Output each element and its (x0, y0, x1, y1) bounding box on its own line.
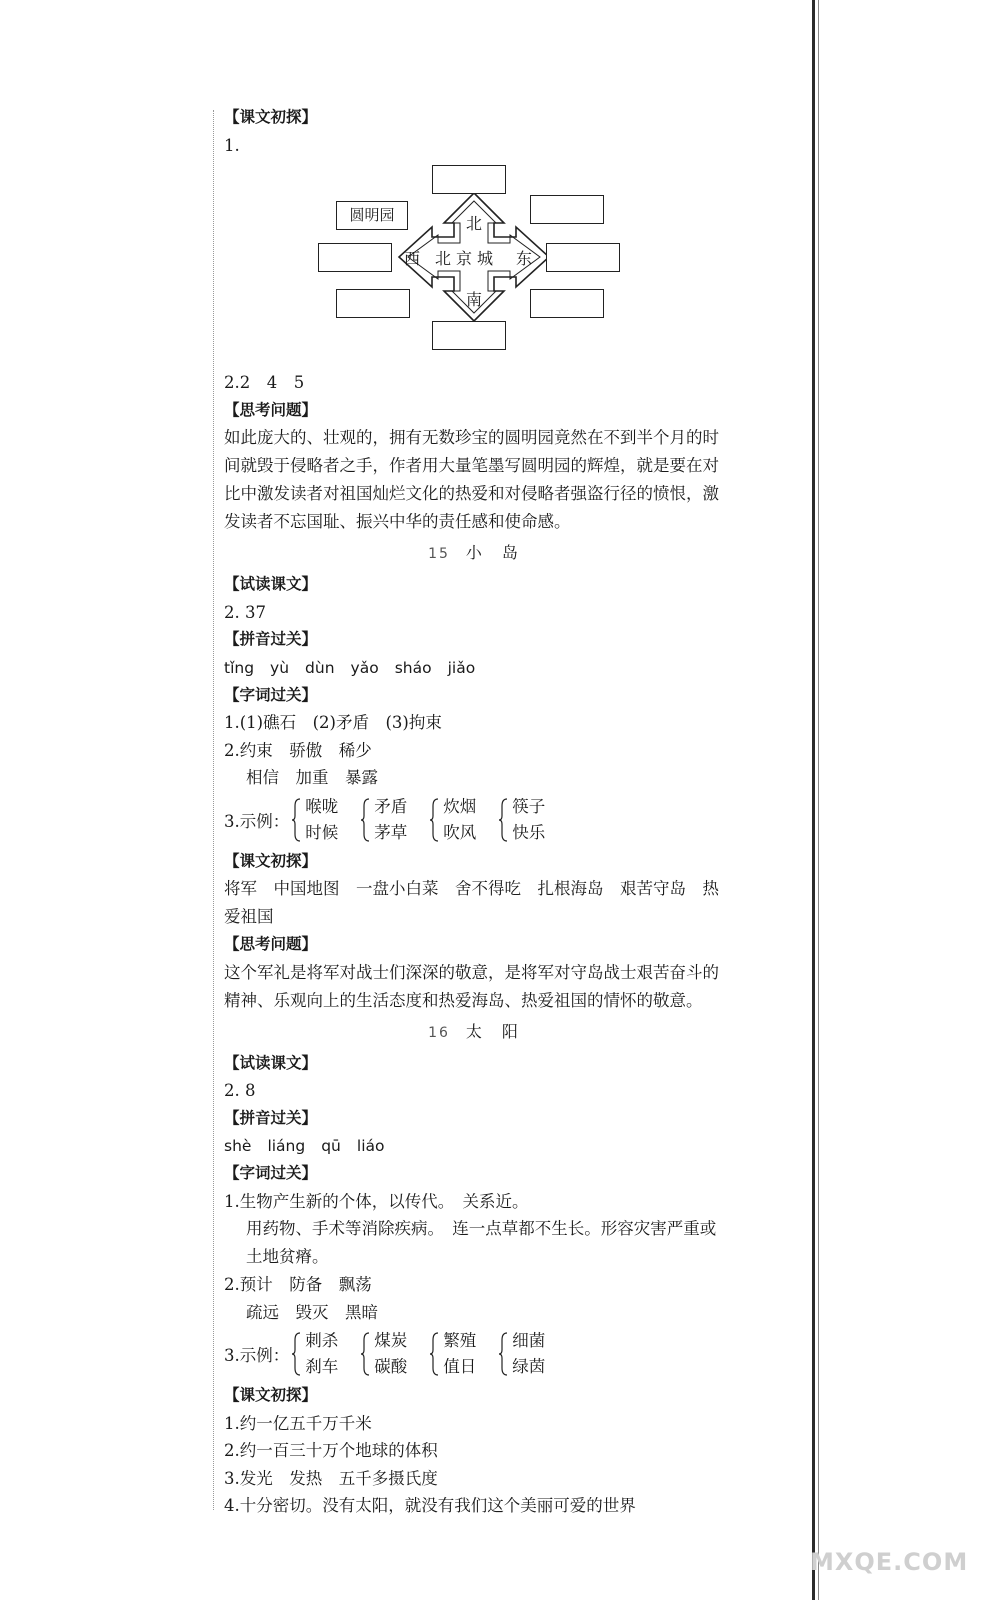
word: 喉咙 (305, 796, 339, 816)
word: 值日 (443, 1357, 477, 1376)
word: 刹车 (305, 1357, 339, 1376)
direction-north: 北 (466, 214, 483, 233)
blank-box-left (318, 243, 392, 272)
zici-item-2b: 相信 加重 暴露 (246, 768, 378, 787)
word: 绿茵 (512, 1357, 546, 1376)
zici-item-2a: 2.预计 防备 飘荡 (224, 1275, 372, 1294)
kewen-answer: 将军 中国地图 一盘小白菜 舍不得吃 扎根海岛 艰苦守岛 热爱祖国 (224, 879, 719, 926)
lesson-name: 太 阳 (465, 1021, 520, 1041)
answer-content (224, 104, 744, 1520)
heading-kewen-chutan: 【课文初探】 (224, 851, 318, 870)
heading-kewen-chutan: 【课文初探】 (224, 1386, 318, 1404)
word-pair (305, 794, 338, 846)
example-lead: 3.示例： (224, 1346, 290, 1365)
lesson-16-title (224, 1015, 724, 1050)
pinyin-item: dùn (305, 658, 335, 677)
zici-item-1: 1.(1)礁石 (2)矛盾 (3)拘束 (224, 713, 442, 732)
brace-icon (360, 1332, 370, 1376)
item-2: 2.2 4 5 (224, 373, 305, 392)
word-pair (443, 794, 476, 846)
item-1: 1. (224, 135, 240, 155)
map-diagram (224, 165, 724, 365)
word: 炊烟 (443, 796, 477, 816)
pinyin-item: tǐng (224, 658, 255, 677)
word-pair (512, 1328, 545, 1380)
zici-item-2a: 2.约束 骄傲 稀少 (224, 740, 372, 760)
blank-box-bottom-left (336, 289, 410, 318)
pinyin-item: jiǎo (447, 658, 476, 677)
blank-box-bottom-right (530, 289, 604, 318)
page-edge-line (812, 0, 815, 1600)
pinyin-answers (224, 1132, 744, 1160)
heading-zici: 【字词过关】 (224, 685, 318, 704)
heading-pinyin: 【拼音过关】 (224, 630, 318, 648)
word: 时候 (305, 822, 339, 842)
word: 茅草 (374, 822, 408, 842)
zici-item-3 (224, 1326, 744, 1382)
watermark-text: MXQE.COM (810, 1548, 969, 1576)
word: 煤炭 (374, 1331, 408, 1350)
sikao-paragraph: 这个军礼是将军对战士们深深的敬意，是将军对守岛战士艰苦奋斗的精神、乐观向上的生活态度和热爱海岛、热爱祖国的情怀的敬意。 (224, 962, 719, 1010)
direction-south: 南 (466, 290, 483, 309)
pinyin-item: yù (270, 658, 290, 677)
sikao-paragraph: 如此庞大的、壮观的，拥有无数珍宝的圆明园竟然在不到半个月的时间就毁于侵略者之手，作者用大量笔墨写圆明园的辉煌，就是要在对比中激发读者对祖国灿烂文化的热爱和对侵略者强盗行径的愤恨，激发读者不忘国耻、振兴中华的责任感和使命感。 (224, 428, 719, 531)
word: 细菌 (512, 1331, 546, 1350)
heading-shidu: 【试读课文】 (224, 575, 318, 593)
kewen-item-2: 2.约一百三十万个地球的体积 (224, 1441, 438, 1460)
word: 快乐 (512, 822, 546, 842)
word-pair (512, 794, 545, 846)
heading-zici: 【字词过关】 (224, 1164, 318, 1182)
word-pair (374, 794, 407, 846)
kewen-item-4: 4.十分密切。没有太阳，就没有我们这个美丽可爱的世界 (224, 1496, 636, 1515)
label-yuanmingyuan: 圆明园 (336, 201, 408, 230)
brace-icon (291, 1332, 301, 1376)
lesson-name: 小 岛 (465, 543, 520, 562)
kewen-item-1: 1.约一亿五千万千米 (224, 1413, 372, 1433)
brace-icon (360, 798, 370, 842)
page-edge-line-inner (818, 0, 819, 1600)
example-lead: 3.示例： (224, 811, 290, 831)
lesson-number: 15 (428, 546, 450, 562)
pinyin-item: shè (224, 1137, 252, 1155)
word: 碳酸 (374, 1357, 408, 1376)
blank-box-top-right (530, 195, 604, 224)
direction-west: 西 (404, 249, 421, 268)
heading-sikao: 【思考问题】 (224, 400, 318, 419)
direction-east: 东 (516, 249, 533, 268)
pinyin-item: liáo (356, 1137, 385, 1155)
brace-icon (429, 1332, 439, 1376)
word-pair (443, 1328, 476, 1380)
brace-icon (498, 1332, 508, 1376)
heading-kewen-chutan: 【课文初探】 (224, 108, 318, 126)
zici-item-1a: 1.生物产生新的个体，以传代。 关系近。 (224, 1191, 529, 1211)
heading-sikao: 【思考问题】 (224, 935, 318, 953)
pinyin-item: sháo (394, 658, 432, 677)
kewen-item-3: 3.发光 发热 五千多摄氏度 (224, 1468, 438, 1488)
brace-icon (429, 798, 439, 842)
word-pair (305, 1328, 338, 1380)
word: 吹风 (443, 822, 477, 842)
word: 矛盾 (374, 796, 408, 816)
shidu-answer: 2. 8 (224, 1081, 256, 1100)
word: 刺杀 (305, 1331, 339, 1350)
zici-item-2b: 疏远 毁灭 黑暗 (246, 1302, 378, 1322)
brace-icon (291, 798, 301, 842)
pinyin-answers (224, 654, 744, 682)
blank-box-top (432, 165, 506, 194)
word: 繁殖 (443, 1331, 477, 1350)
heading-shidu: 【试读课文】 (224, 1053, 318, 1072)
pinyin-item: qū (321, 1137, 341, 1155)
word-pair (374, 1328, 407, 1380)
brace-icon (498, 798, 508, 842)
shidu-answer: 2. 37 (224, 602, 266, 622)
blank-box-bottom (432, 321, 506, 350)
zici-item-1b: 用药物、手术等消除疾病。 连一点草都不生长。形容灾害严重或土地贫瘠。 (246, 1219, 717, 1266)
lesson-number: 16 (428, 1024, 450, 1041)
zici-item-3 (224, 792, 744, 848)
margin-rule (213, 110, 214, 1510)
center-beijing: 北京城 (435, 249, 499, 268)
heading-pinyin: 【拼音过关】 (224, 1108, 318, 1127)
lesson-15-title (224, 536, 724, 571)
pinyin-item: liáng (267, 1137, 306, 1155)
word: 筷子 (512, 796, 546, 816)
blank-box-right (546, 243, 620, 272)
pinyin-item: yǎo (350, 658, 379, 677)
